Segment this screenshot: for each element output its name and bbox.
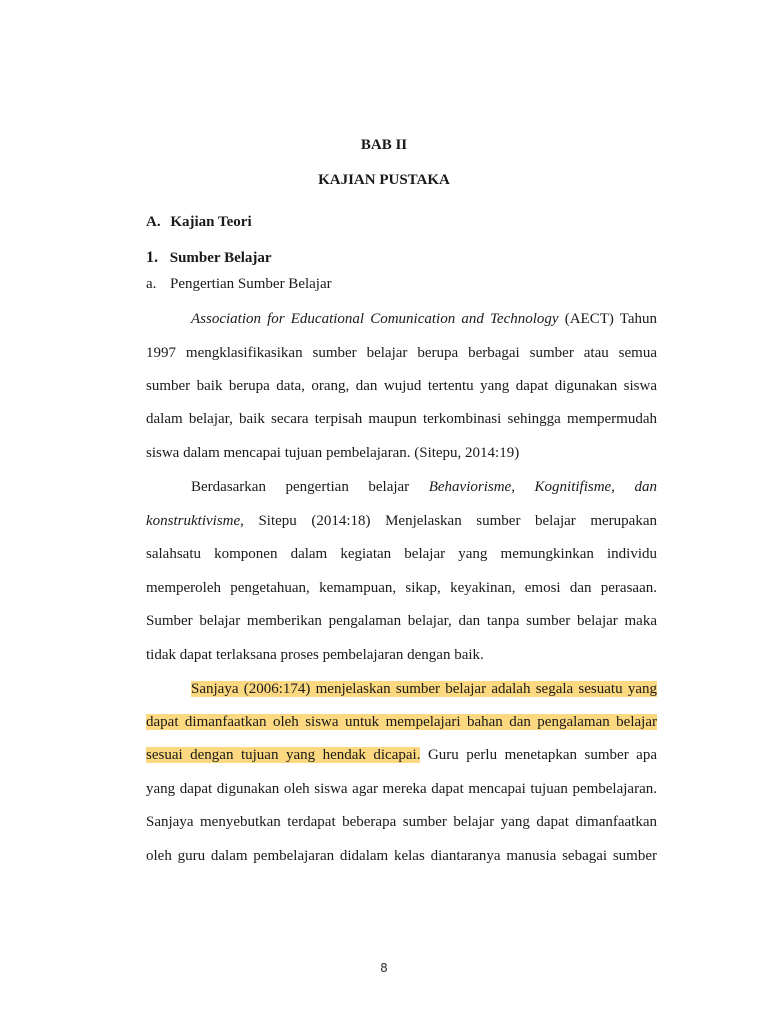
paragraph-3-line-5: Sanjaya menyebutkan terdapat beberapa sumber belajar yang dapat dimanfaatkan [146, 814, 657, 830]
paragraph-1-line-3: sumber baik berupa data, orang, dan wujud tertentu yang dapat digunakan siswa [146, 378, 657, 394]
section-1-marker: 1. [146, 249, 158, 266]
paragraph-3-line-6: oleh guru dalam pembelajaran didalam kelas diantaranya manusia sebagai sumber [146, 848, 657, 864]
section-a-heading [146, 214, 252, 231]
section-1-heading [146, 249, 272, 267]
aect-rest: (AECT) Tahun [558, 311, 657, 327]
paragraph-1-line-1 [191, 309, 657, 329]
chapter-title: KAJIAN PUSTAKA [318, 172, 450, 188]
paragraph-2-line-2 [146, 511, 657, 531]
paragraph-3-line-1 [191, 679, 657, 699]
p2-konstruktivisme: konstruktivisme [146, 513, 241, 529]
p2-line2-rest: , Sitepu (2014:18) Menjelaskan sumber belajar merupakan [240, 513, 657, 529]
paragraph-2-line-4: memperoleh pengetahuan, kemampuan, sikap, keyakinan, emosi dan perasaan. [146, 580, 657, 596]
paragraph-1-line-4: dalam belajar, baik secara terpisah maupun terkombinasi sehingga mempermudah [146, 411, 657, 427]
section-1-title: Sumber Belajar [169, 250, 272, 266]
paragraph-2-line-5: Sumber belajar memberikan pengalaman belajar, dan tanpa sumber belajar maka [146, 613, 657, 629]
chapter-number: BAB II [360, 137, 408, 153]
paragraph-2-line-3: salahsatu komponen dalam kegiatan belajar yang memungkinkan individu [146, 546, 657, 562]
section-a-marker: A. [146, 214, 161, 230]
paragraph-3-line-4: yang dapat digunakan oleh siswa agar mereka dapat mencapai tujuan pembelajaran. [146, 781, 657, 797]
highlighted-text: Sanjaya (2006:174) menjelaskan sumber belajar adalah segala sesuatu yang [191, 681, 657, 697]
paragraph-2-line-1 [191, 477, 657, 497]
p2-theories: Behaviorisme, Kognitifisme, dan [428, 479, 657, 495]
p2-intro: Berdasarkan pengertian belajar [191, 479, 429, 495]
subsection-a-heading [146, 276, 332, 293]
subsection-a-title: Pengertian Sumber Belajar [170, 276, 332, 292]
highlighted-text: sesuai dengan tujuan yang hendak dicapai. [146, 747, 421, 763]
paragraph-3-line-2 [146, 712, 657, 732]
subsection-a-marker: a. [146, 276, 157, 292]
paragraph-3-line-3 [146, 745, 657, 765]
paragraph-1-line-5: siswa dalam mencapai tujuan pembelajaran. (Sitepu, 2014:19) [146, 445, 520, 461]
aect-name: Association for Educational Comunication and Technology [191, 311, 559, 327]
highlighted-text: dapat dimanfaatkan oleh siswa untuk mempelajari bahan dan pengalaman belajar [146, 714, 657, 730]
page-number: 8 [380, 961, 388, 975]
p3-line3-rest: Guru perlu menetapkan sumber apa [420, 747, 657, 763]
paragraph-2-line-6: tidak dapat terlaksana proses pembelajaran dengan baik. [146, 647, 484, 663]
paragraph-1-line-2: 1997 mengklasifikasikan sumber belajar berupa berbagai sumber atau semua [146, 345, 657, 361]
section-a-title: Kajian Teori [170, 214, 252, 230]
